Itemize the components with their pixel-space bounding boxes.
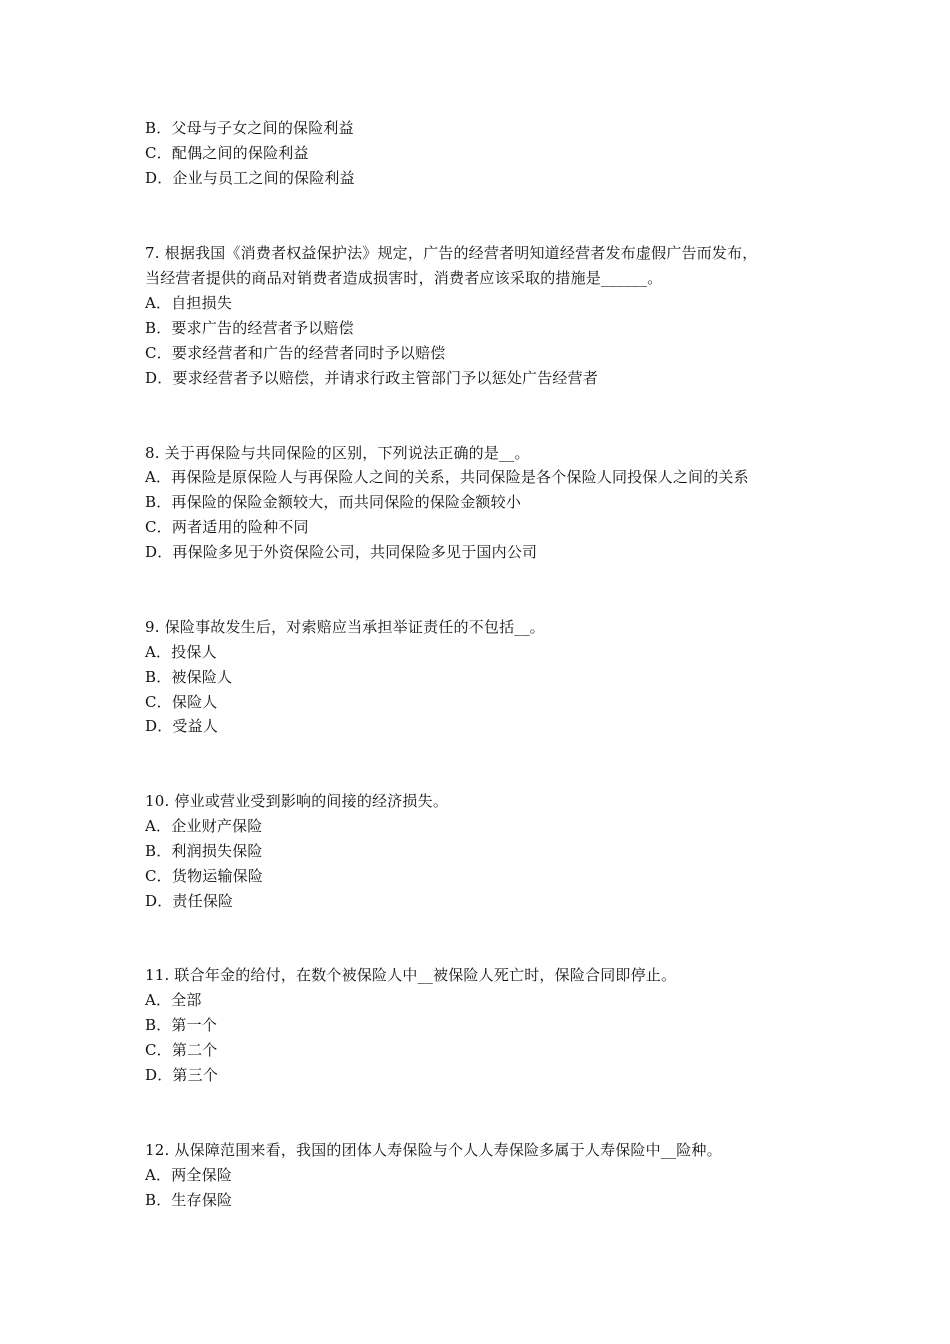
option-line: C．货物运输保险 (145, 867, 264, 885)
option-line: B．被保险人 (145, 668, 233, 686)
option-line: C．第二个 (145, 1041, 218, 1059)
option-line: B．再保险的保险金额较大，而共同保险的保险金额较小 (145, 493, 522, 511)
option-line: D．责任保险 (145, 892, 234, 910)
question-text: 8. 关于再保险与共同保险的区别，下列说法正确的是__。 (145, 444, 530, 462)
option-line: C．两者适用的险种不同 (145, 518, 309, 536)
question-text: 10. 停业或营业受到影响的间接的经济损失。 (145, 792, 449, 810)
option-line: A．企业财产保险 (145, 817, 263, 835)
option-line: D．要求经营者予以赔偿，并请求行政主管部门予以惩处广告经营者 (145, 369, 599, 387)
option-line: D．第三个 (145, 1066, 219, 1084)
option-line: D．企业与员工之间的保险利益 (145, 169, 355, 187)
option-line: B．利润损失保险 (145, 842, 263, 860)
question-text: 7. 根据我国《消费者权益保护法》规定，广告的经营者明知道经营者发布虚假广告而发布， (145, 244, 758, 262)
question-text: 12. 从保障范围来看，我国的团体人寿保险与个人人寿保险多属于人寿保险中__险种。 (145, 1141, 722, 1159)
option-line: A．投保人 (145, 643, 217, 661)
option-line: B．父母与子女之间的保险利益 (145, 119, 354, 137)
option-line: C．要求经营者和广告的经营者同时予以赔偿 (145, 344, 446, 362)
option-line: A．两全保险 (145, 1166, 233, 1184)
option-line: B．第一个 (145, 1016, 218, 1034)
question-text: 11. 联合年金的给付，在数个被保险人中__被保险人死亡时，保险合同即停止。 (145, 966, 677, 984)
option-line: C．保险人 (145, 693, 218, 711)
option-line: C．配偶之间的保险利益 (145, 144, 309, 162)
option-line: B．生存保险 (145, 1191, 233, 1209)
option-line: D．再保险多见于外资保险公司，共同保险多见于国内公司 (145, 543, 538, 561)
option-line: B．要求广告的经营者予以赔偿 (145, 319, 354, 337)
option-line: A．自担损失 (145, 294, 233, 312)
option-line: A．再保险是原保险人与再保险人之间的关系，共同保险是各个保险人同投保人之间的关系 (145, 468, 749, 486)
option-line: D．受益人 (145, 717, 219, 735)
question-text: 当经营者提供的商品对销费者造成损害时，消费者应该采取的措施是______。 (145, 269, 663, 287)
question-text: 9. 保险事故发生后，对索赔应当承担举证责任的不包括__。 (145, 618, 545, 636)
option-line: A．全部 (145, 991, 202, 1009)
